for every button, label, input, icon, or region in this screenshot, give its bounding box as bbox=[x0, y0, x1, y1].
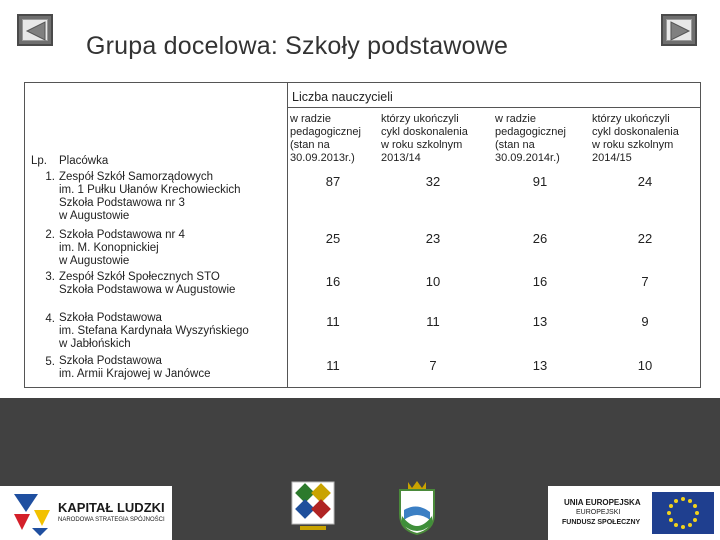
column-header-line: pedagogicznej bbox=[495, 126, 566, 138]
value-cell: 7 bbox=[641, 274, 649, 289]
next-slide-button[interactable] bbox=[661, 14, 697, 46]
column-header-line: którzy ukończyli bbox=[381, 113, 459, 125]
school-name-line: Zespół Szkół Samorządowych bbox=[59, 171, 214, 183]
school-name-line: Szkoła Podstawowa nr 3 bbox=[59, 197, 185, 209]
column-header-line: cykl doskonalenia bbox=[592, 126, 679, 138]
school-name bbox=[59, 271, 294, 297]
value-cell: 9 bbox=[641, 314, 649, 329]
place-header: Placówka bbox=[59, 155, 109, 167]
teachers-table bbox=[24, 82, 701, 388]
school-name bbox=[59, 229, 294, 268]
lp-header: Lp. bbox=[31, 155, 47, 167]
eu-fund-line-2: FUNDUSZ SPOŁECZNY bbox=[562, 519, 641, 526]
partner-logo-2 bbox=[394, 480, 440, 536]
kapital-ludzki-title: KAPITAŁ LUDZKI bbox=[58, 500, 165, 515]
value-cell: 13 bbox=[532, 358, 548, 373]
value-cell: 87 bbox=[325, 174, 341, 189]
school-name-line: im. Stefana Kardynała Wyszyńskiego bbox=[59, 325, 249, 337]
value-cell: 22 bbox=[637, 231, 653, 246]
previous-slide-icon bbox=[25, 21, 47, 41]
value-cell: 91 bbox=[532, 174, 548, 189]
column-header-line: w roku szkolnym bbox=[592, 139, 674, 151]
column-header-line: (stan na bbox=[495, 139, 535, 151]
column-header-line: w radzie bbox=[495, 113, 536, 125]
school-name-line: Szkoła Podstawowa nr 4 bbox=[59, 229, 185, 241]
column-header-4 bbox=[592, 113, 694, 165]
previous-slide-button[interactable] bbox=[17, 14, 53, 46]
school-name-line: w Augustowie bbox=[59, 210, 130, 222]
school-name bbox=[59, 355, 294, 381]
value-cell: 23 bbox=[425, 231, 441, 246]
value-cell: 10 bbox=[637, 358, 653, 373]
value-cell: 11 bbox=[326, 314, 340, 329]
row-number: 4. bbox=[45, 313, 55, 325]
value-cell: 25 bbox=[325, 231, 341, 246]
column-header-line: w roku szkolnym bbox=[381, 139, 463, 151]
kapital-ludzki-logo bbox=[0, 486, 172, 540]
column-header-line: 2013/14 bbox=[381, 152, 421, 164]
column-header-1 bbox=[290, 113, 392, 165]
school-name bbox=[59, 312, 294, 351]
eu-logo bbox=[548, 486, 720, 540]
school-name-line: Szkoła Podstawowa bbox=[59, 312, 162, 324]
row-number: 2. bbox=[45, 229, 55, 241]
school-name-line: im. M. Konopnickiej bbox=[59, 242, 159, 254]
value-cell: 26 bbox=[532, 231, 548, 246]
school-name bbox=[59, 171, 294, 223]
eu-flag-icon bbox=[652, 492, 714, 534]
column-header-line: którzy ukończyli bbox=[592, 113, 670, 125]
value-cell: 16 bbox=[532, 274, 548, 289]
school-name-line: w Augustowie bbox=[59, 255, 130, 267]
row-number: 3. bbox=[45, 271, 55, 283]
value-cell: 10 bbox=[425, 274, 441, 289]
next-slide-icon bbox=[669, 21, 691, 41]
eu-fund-line-1: EUROPEJSKI bbox=[576, 509, 621, 516]
value-cell: 24 bbox=[637, 174, 653, 189]
kapital-ludzki-subtitle: NARODOWA STRATEGIA SPÓJNOŚCI bbox=[58, 517, 165, 523]
column-header-line: 30.09.2013r.) bbox=[290, 152, 355, 164]
kapital-ludzki-emblem-icon bbox=[8, 490, 56, 536]
value-cell: 32 bbox=[425, 174, 441, 189]
group-header: Liczba nauczycieli bbox=[292, 90, 393, 104]
row-number: 1. bbox=[45, 171, 55, 183]
value-cell: 7 bbox=[429, 358, 437, 373]
puzzle-logo-icon bbox=[290, 480, 336, 532]
column-header-line: 2014/15 bbox=[592, 152, 632, 164]
column-header-2 bbox=[381, 113, 483, 165]
school-name-line: Szkoła Podstawowa w Augustowie bbox=[59, 284, 236, 296]
school-name-line: w Jabłońskich bbox=[59, 338, 131, 350]
school-name-line: Szkoła Podstawowa bbox=[59, 355, 162, 367]
school-name-line: im. 1 Pułku Ułanów Krechowieckich bbox=[59, 184, 241, 196]
slide-title: Grupa docelowa: Szkoły podstawowe bbox=[86, 32, 509, 60]
column-header-3 bbox=[495, 113, 597, 165]
partner-logo-1 bbox=[290, 480, 336, 532]
column-header-line: pedagogicznej bbox=[290, 126, 361, 138]
column-header-line: (stan na bbox=[290, 139, 330, 151]
row-number: 5. bbox=[45, 356, 55, 368]
school-name-line: im. Armii Krajowej w Janówce bbox=[59, 368, 211, 380]
value-cell: 13 bbox=[532, 314, 548, 329]
column-header-line: 30.09.2014r.) bbox=[495, 152, 560, 164]
school-name-line: Zespół Szkół Społecznych STO bbox=[59, 271, 220, 283]
column-header-line: w radzie bbox=[290, 113, 331, 125]
column-header-line: cykl doskonalenia bbox=[381, 126, 468, 138]
value-cell: 11 bbox=[326, 358, 340, 373]
value-cell: 11 bbox=[426, 314, 440, 329]
table-divider bbox=[287, 107, 700, 108]
value-cell: 16 bbox=[325, 274, 341, 289]
coat-of-arms-icon bbox=[394, 480, 440, 536]
eu-title: UNIA EUROPEJSKA bbox=[564, 498, 641, 507]
